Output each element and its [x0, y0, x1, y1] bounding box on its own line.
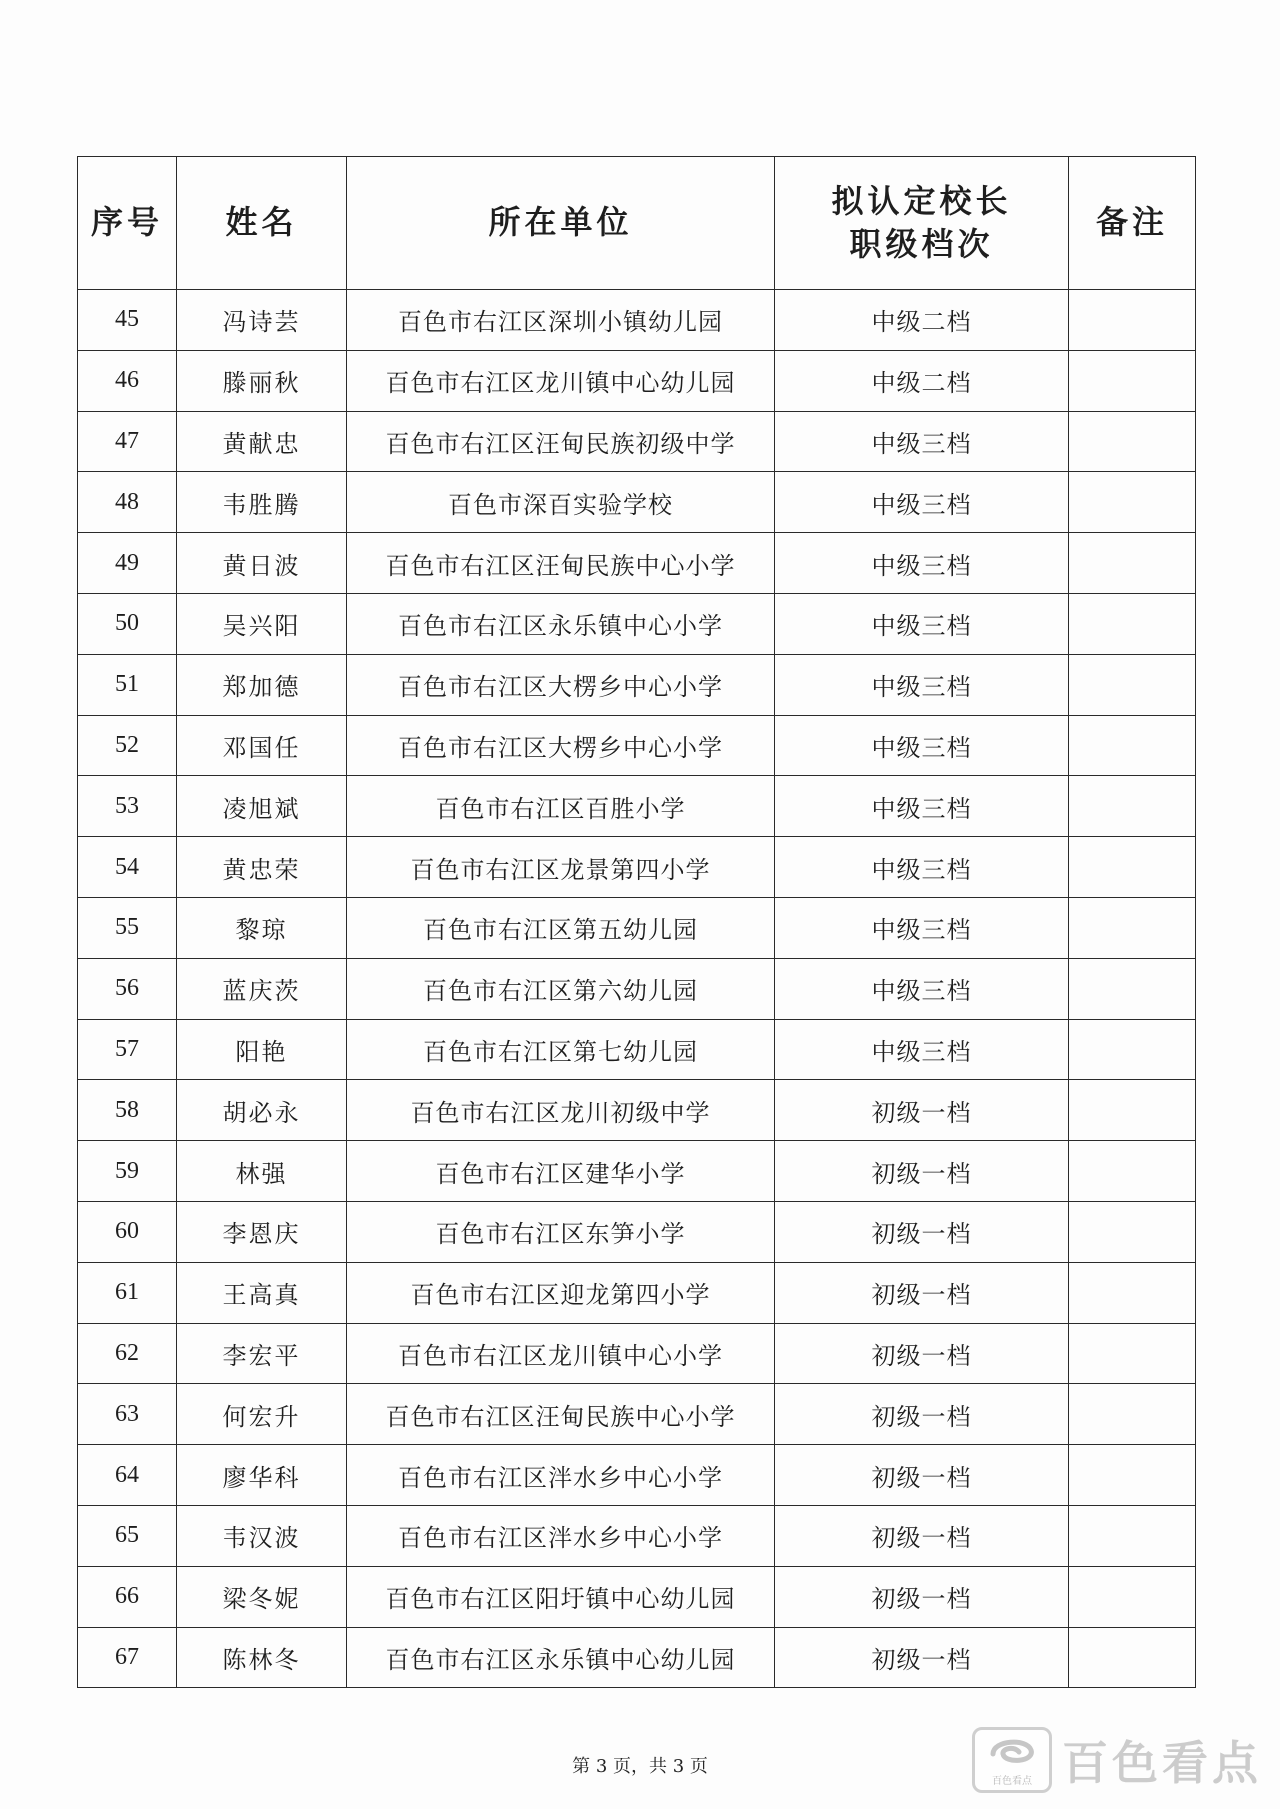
cell-note: [1069, 1080, 1196, 1141]
cell-name: 凌旭斌: [177, 776, 347, 837]
table-row: [78, 1019, 1196, 1080]
cell-name: 王高真: [177, 1262, 347, 1323]
cell-note: [1069, 1323, 1196, 1384]
table-row: [78, 1566, 1196, 1627]
cell-rank-level: 初级一档: [775, 1201, 1069, 1262]
cell-note: [1069, 654, 1196, 715]
cell-number: 54: [78, 837, 177, 898]
table-row: [78, 776, 1196, 837]
cell-number: 50: [78, 593, 177, 654]
cell-unit: 百色市右江区永乐镇中心幼儿园: [347, 1627, 775, 1688]
principal-rank-table: [77, 156, 1196, 1688]
cell-rank-level: 中级三档: [775, 958, 1069, 1019]
cell-rank-level: 中级三档: [775, 1019, 1069, 1080]
cell-unit: 百色市右江区大楞乡中心小学: [347, 654, 775, 715]
cell-note: [1069, 1201, 1196, 1262]
cell-unit: 百色市右江区汪甸民族中心小学: [347, 1384, 775, 1445]
table-row: [78, 958, 1196, 1019]
table-row: [78, 715, 1196, 776]
table-row: [78, 654, 1196, 715]
cell-unit: 百色市右江区泮水乡中心小学: [347, 1445, 775, 1506]
cell-unit: 百色市深百实验学校: [347, 472, 775, 533]
table-row: [78, 1323, 1196, 1384]
cell-number: 52: [78, 715, 177, 776]
cell-number: 46: [78, 350, 177, 411]
cell-rank-level: 中级三档: [775, 411, 1069, 472]
cell-name: 胡必永: [177, 1080, 347, 1141]
cell-number: 67: [78, 1627, 177, 1688]
cell-unit: 百色市右江区龙川镇中心小学: [347, 1323, 775, 1384]
cell-unit: 百色市右江区龙景第四小学: [347, 837, 775, 898]
cell-name: 何宏升: [177, 1384, 347, 1445]
cell-number: 62: [78, 1323, 177, 1384]
cell-note: [1069, 350, 1196, 411]
cell-rank-level: 初级一档: [775, 1323, 1069, 1384]
cell-note: [1069, 897, 1196, 958]
cell-rank-level: 初级一档: [775, 1080, 1069, 1141]
table-row: [78, 1201, 1196, 1262]
cell-unit: 百色市右江区东笋小学: [347, 1201, 775, 1262]
cell-unit: 百色市右江区第七幼儿园: [347, 1019, 775, 1080]
cell-note: [1069, 1627, 1196, 1688]
cell-rank-level: 中级三档: [775, 472, 1069, 533]
cell-unit: 百色市右江区大楞乡中心小学: [347, 715, 775, 776]
cell-rank-level: 中级三档: [775, 533, 1069, 594]
cell-name: 韦汉波: [177, 1505, 347, 1566]
cell-number: 56: [78, 958, 177, 1019]
cell-rank-level: 初级一档: [775, 1384, 1069, 1445]
page-footer: 第 3 页，共 3 页: [572, 1756, 708, 1777]
cell-name: 郑加德: [177, 654, 347, 715]
cell-note: [1069, 1262, 1196, 1323]
cell-name: 韦胜腾: [177, 472, 347, 533]
cell-number: 47: [78, 411, 177, 472]
cell-name: 李恩庆: [177, 1201, 347, 1262]
table-row: [78, 897, 1196, 958]
cell-note: [1069, 958, 1196, 1019]
cell-name: 吴兴阳: [177, 593, 347, 654]
header-rank-level-line1: 拟认定校长: [831, 181, 1012, 220]
header-note: 备注: [1069, 157, 1196, 290]
table-row: [78, 290, 1196, 351]
table-row: [78, 472, 1196, 533]
cell-rank-level: 初级一档: [775, 1262, 1069, 1323]
cell-unit: 百色市右江区泮水乡中心小学: [347, 1505, 775, 1566]
table-row: [78, 1505, 1196, 1566]
cell-name: 阳艳: [177, 1019, 347, 1080]
cell-unit: 百色市右江区第六幼儿园: [347, 958, 775, 1019]
cell-unit: 百色市右江区永乐镇中心小学: [347, 593, 775, 654]
cell-unit: 百色市右江区汪甸民族初级中学: [347, 411, 775, 472]
cell-unit: 百色市右江区第五幼儿园: [347, 897, 775, 958]
watermark: [972, 1727, 1262, 1793]
table-row: [78, 1445, 1196, 1506]
table-row: [78, 350, 1196, 411]
cell-name: 廖华科: [177, 1445, 347, 1506]
cell-rank-level: 中级三档: [775, 715, 1069, 776]
cell-number: 55: [78, 897, 177, 958]
table-row: [78, 533, 1196, 594]
cell-unit: 百色市右江区阳圩镇中心幼儿园: [347, 1566, 775, 1627]
cell-number: 59: [78, 1141, 177, 1202]
cell-number: 65: [78, 1505, 177, 1566]
cell-number: 49: [78, 533, 177, 594]
cell-unit: 百色市右江区龙川镇中心幼儿园: [347, 350, 775, 411]
table-body: [78, 290, 1196, 1688]
cell-name: 梁冬妮: [177, 1566, 347, 1627]
cell-rank-level: 中级三档: [775, 654, 1069, 715]
cell-note: [1069, 533, 1196, 594]
cell-note: [1069, 1019, 1196, 1080]
cell-number: 61: [78, 1262, 177, 1323]
cell-rank-level: 初级一档: [775, 1627, 1069, 1688]
cell-name: 黄献忠: [177, 411, 347, 472]
cell-name: 滕丽秋: [177, 350, 347, 411]
header-rank-level: [775, 157, 1069, 290]
cell-note: [1069, 472, 1196, 533]
cell-number: 63: [78, 1384, 177, 1445]
cell-note: [1069, 593, 1196, 654]
cell-note: [1069, 837, 1196, 898]
cell-unit: 百色市右江区百胜小学: [347, 776, 775, 837]
cell-note: [1069, 1505, 1196, 1566]
cell-rank-level: 初级一档: [775, 1445, 1069, 1506]
cell-rank-level: 中级三档: [775, 837, 1069, 898]
cell-number: 58: [78, 1080, 177, 1141]
logo-swirl-icon: [975, 1730, 1049, 1774]
table-row: [78, 1262, 1196, 1323]
cell-name: 林强: [177, 1141, 347, 1202]
cell-number: 57: [78, 1019, 177, 1080]
cell-number: 45: [78, 290, 177, 351]
header-name: 姓名: [177, 157, 347, 290]
table-row: [78, 1141, 1196, 1202]
cell-name: 蓝庆茨: [177, 958, 347, 1019]
cell-number: 53: [78, 776, 177, 837]
logo-caption: 百色看点: [992, 1776, 1032, 1787]
table-row: [78, 593, 1196, 654]
cell-name: 陈林冬: [177, 1627, 347, 1688]
table-row: [78, 837, 1196, 898]
cell-rank-level: 中级三档: [775, 776, 1069, 837]
cell-name: 李宏平: [177, 1323, 347, 1384]
cell-rank-level: 中级三档: [775, 593, 1069, 654]
cell-unit: 百色市右江区深圳小镇幼儿园: [347, 290, 775, 351]
cell-rank-level: 初级一档: [775, 1505, 1069, 1566]
cell-name: 冯诗芸: [177, 290, 347, 351]
cell-number: 64: [78, 1445, 177, 1506]
cell-name: 黄日波: [177, 533, 347, 594]
cell-note: [1069, 1566, 1196, 1627]
cell-number: 48: [78, 472, 177, 533]
cell-rank-level: 中级三档: [775, 897, 1069, 958]
cell-note: [1069, 1445, 1196, 1506]
cell-name: 黎琼: [177, 897, 347, 958]
cell-unit: 百色市右江区汪甸民族中心小学: [347, 533, 775, 594]
header-unit: 所在单位: [347, 157, 775, 290]
cell-note: [1069, 290, 1196, 351]
cell-rank-level: 初级一档: [775, 1141, 1069, 1202]
cell-unit: 百色市右江区建华小学: [347, 1141, 775, 1202]
cell-note: [1069, 411, 1196, 472]
cell-rank-level: 初级一档: [775, 1566, 1069, 1627]
cell-unit: 百色市右江区迎龙第四小学: [347, 1262, 775, 1323]
table-row: [78, 1384, 1196, 1445]
header-number: 序号: [78, 157, 177, 290]
watermark-text: 百色看点: [1062, 1736, 1262, 1790]
table-row: [78, 1080, 1196, 1141]
baise-kandian-logo-icon: [972, 1727, 1052, 1793]
cell-number: 60: [78, 1201, 177, 1262]
cell-note: [1069, 715, 1196, 776]
cell-rank-level: 中级二档: [775, 350, 1069, 411]
cell-note: [1069, 776, 1196, 837]
header-rank-level-line2: 职级档次: [849, 225, 994, 263]
table-row: [78, 1627, 1196, 1688]
cell-note: [1069, 1384, 1196, 1445]
cell-rank-level: 中级二档: [775, 290, 1069, 351]
table-header-row: [78, 157, 1196, 290]
cell-name: 黄忠荣: [177, 837, 347, 898]
cell-number: 66: [78, 1566, 177, 1627]
cell-unit: 百色市右江区龙川初级中学: [347, 1080, 775, 1141]
table-row: [78, 411, 1196, 472]
cell-number: 51: [78, 654, 177, 715]
cell-note: [1069, 1141, 1196, 1202]
cell-name: 邓国任: [177, 715, 347, 776]
